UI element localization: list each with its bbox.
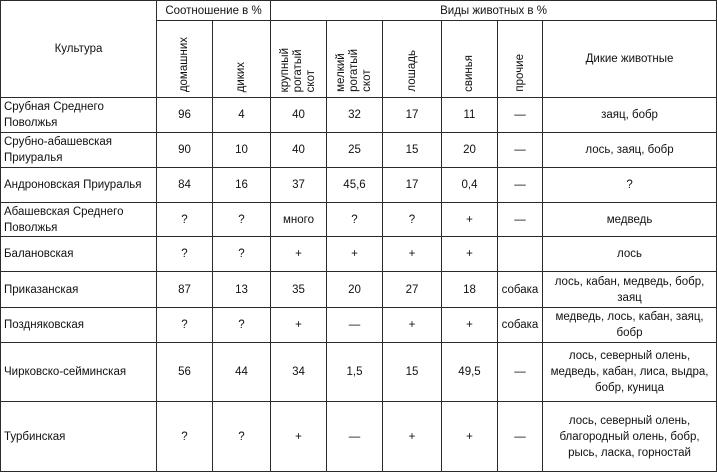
cell-other	[498, 237, 543, 272]
cell-domestic: ?	[157, 203, 213, 237]
cell-domestic: 84	[157, 168, 213, 203]
cell-small: +	[327, 237, 383, 272]
cell-wild-animals: лось, кабан, медведь, бобр, заяц	[543, 272, 717, 308]
cell-small: 45,6	[327, 168, 383, 203]
cell-domestic: 96	[157, 98, 213, 133]
header-domestic: домашних	[178, 36, 190, 92]
cell-pig: +	[442, 237, 498, 272]
cell-wild-animals: заяц, бобр	[543, 98, 717, 133]
cell-horse: 15	[383, 133, 442, 168]
cell-pig: 49,5	[442, 343, 498, 402]
cell-small: 1,5	[327, 343, 383, 402]
cell-pig: 18	[442, 272, 498, 308]
cell-culture: Срубно-абашевская Приуралья	[1, 133, 157, 168]
header-wild-cell	[213, 21, 271, 98]
cell-pig: 11	[442, 98, 498, 133]
cell-small: —	[327, 308, 383, 343]
cell-culture: Приказанская	[1, 272, 157, 308]
cell-horse: 15	[383, 343, 442, 402]
cell-cattle: 34	[271, 343, 327, 402]
cell-horse: 17	[383, 98, 442, 133]
cell-other: собака	[498, 272, 543, 308]
cell-wild: 4	[213, 98, 271, 133]
header-small-cell	[327, 21, 383, 98]
cell-horse: +	[383, 402, 442, 472]
header-other: прочие	[513, 54, 526, 92]
cell-wild-animals: медведь, лось, кабан, заяц, бобр	[543, 308, 717, 343]
cell-other: —	[498, 343, 543, 402]
cell-other: —	[498, 133, 543, 168]
cell-other: —	[498, 98, 543, 133]
cell-culture: Поздняковская	[1, 308, 157, 343]
cell-pig: 0,4	[442, 168, 498, 203]
cell-cattle: много	[271, 203, 327, 237]
cell-horse: +	[383, 237, 442, 272]
cell-other: —	[498, 168, 543, 203]
cell-pig: 20	[442, 133, 498, 168]
table-row	[1, 203, 717, 237]
cell-small: ?	[327, 203, 383, 237]
cell-horse: ?	[383, 203, 442, 237]
cell-culture: Балановская	[1, 237, 157, 272]
header-row-1	[1, 1, 717, 21]
header-horse: лошадь	[405, 50, 418, 92]
cell-small: 20	[327, 272, 383, 308]
cell-wild: ?	[213, 308, 271, 343]
table-row	[1, 98, 717, 133]
cell-other: —	[498, 402, 543, 472]
header-ratio: Соотношение в %	[157, 1, 271, 21]
table-row	[1, 343, 717, 402]
header-small-livestock: мелкий рогатый скот	[335, 49, 373, 92]
header-culture: Культура	[1, 1, 157, 98]
header-cattle-cell	[271, 21, 327, 98]
cell-cattle: 35	[271, 272, 327, 308]
cell-culture: Турбинская	[1, 402, 157, 472]
cell-wild: 16	[213, 168, 271, 203]
table-row	[1, 272, 717, 308]
cell-cattle: 40	[271, 98, 327, 133]
cell-horse: +	[383, 308, 442, 343]
cell-cattle: +	[271, 237, 327, 272]
cell-horse: 27	[383, 272, 442, 308]
cell-domestic: ?	[157, 402, 213, 472]
cell-pig: +	[442, 402, 498, 472]
cell-wild: 44	[213, 343, 271, 402]
header-species: Виды животных в %	[271, 1, 717, 21]
cell-culture: Андроновская Приуралья	[1, 168, 157, 203]
table-row	[1, 308, 717, 343]
header-pig-cell	[442, 21, 498, 98]
cell-other: —	[498, 203, 543, 237]
table-row	[1, 237, 717, 272]
cell-small: 32	[327, 98, 383, 133]
cell-wild-animals: лось, северный олень, благородный олень, бобр, рысь, ласка, горностай	[543, 402, 717, 472]
cell-wild: ?	[213, 402, 271, 472]
table-row	[1, 168, 717, 203]
cell-cattle: 37	[271, 168, 327, 203]
cell-cattle: +	[271, 402, 327, 472]
header-horse-cell	[383, 21, 442, 98]
cell-wild-animals: лось, северный олень, медведь, кабан, лиса, выдра, бобр, куница	[543, 343, 717, 402]
table-row	[1, 402, 717, 472]
cell-culture: Чирковско-сейминская	[1, 343, 157, 402]
cell-domestic: 56	[157, 343, 213, 402]
cell-wild-animals: медведь	[543, 203, 717, 237]
cell-domestic: 90	[157, 133, 213, 168]
cell-pig: +	[442, 308, 498, 343]
header-cattle: крупный рогатый скот	[279, 47, 317, 92]
header-domestic-cell	[157, 21, 213, 98]
cell-wild: 10	[213, 133, 271, 168]
cell-horse: 17	[383, 168, 442, 203]
cell-other: собака	[498, 308, 543, 343]
cell-pig: +	[442, 203, 498, 237]
cell-wild: ?	[213, 237, 271, 272]
header-wild: диких	[235, 61, 247, 92]
header-other-cell	[498, 21, 543, 98]
cell-domestic: ?	[157, 237, 213, 272]
cell-domestic: 87	[157, 272, 213, 308]
cell-culture: Абашевская Среднего Поволжья	[1, 203, 157, 237]
cell-wild: ?	[213, 203, 271, 237]
cell-cattle: 40	[271, 133, 327, 168]
table-row	[1, 133, 717, 168]
cell-wild: 13	[213, 272, 271, 308]
header-wild-animals: Дикие животные	[543, 21, 717, 98]
cell-culture: Срубная Среднего Поволжья	[1, 98, 157, 133]
cell-wild-animals: ?	[543, 168, 717, 203]
cell-small: 25	[327, 133, 383, 168]
cell-domestic: ?	[157, 308, 213, 343]
header-pig: свинья	[463, 55, 475, 92]
cell-small: —	[327, 402, 383, 472]
cell-cattle: +	[271, 308, 327, 343]
cell-wild-animals: лось	[543, 237, 717, 272]
cell-wild-animals: лось, заяц, бобр	[543, 133, 717, 168]
